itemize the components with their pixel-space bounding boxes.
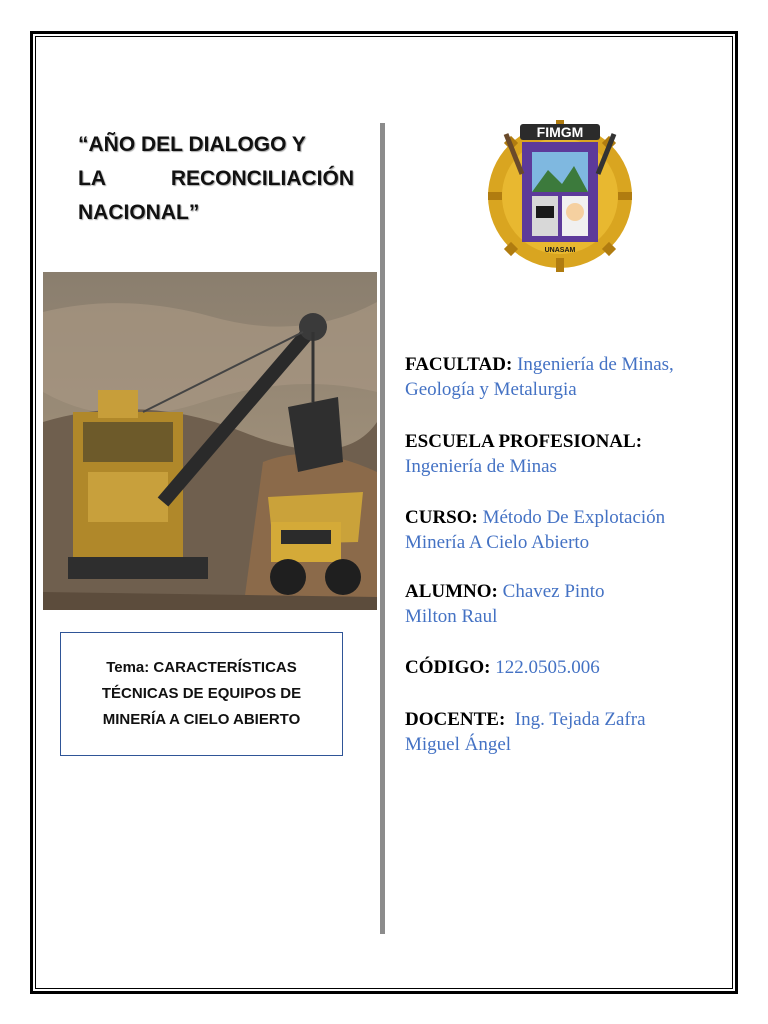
heading-line-2a: LA xyxy=(78,167,106,190)
field-value: Método De Explotación xyxy=(477,507,666,528)
fimgm-logo xyxy=(486,114,634,274)
mining-shovel-photo xyxy=(43,272,377,610)
field-codigo xyxy=(405,655,725,680)
field-label: FACULTAD: xyxy=(405,354,513,375)
field-docente xyxy=(405,707,725,757)
vertical-divider xyxy=(380,123,385,934)
field-value: Chavez Pinto xyxy=(497,581,605,602)
topic-box: Tema: CARACTERÍSTICAS TÉCNICAS DE EQUIPOS DE MINERÍA A CIELO ABIERTO xyxy=(60,632,343,756)
field-facultad xyxy=(405,352,725,402)
field-value-2: Minería A Cielo Abierto xyxy=(405,532,590,553)
field-curso xyxy=(405,505,725,555)
field-alumno xyxy=(405,579,725,629)
field-label: DOCENTE: xyxy=(405,709,506,730)
field-value-2: Geología y Metalurgia xyxy=(405,379,577,400)
field-label: ESCUELA PROFESIONAL: xyxy=(405,431,643,452)
logo-bottom-text: UNASAM xyxy=(544,247,576,254)
field-value-2: Miguel Ángel xyxy=(405,734,512,755)
field-label: CÓDIGO: xyxy=(405,657,491,678)
field-label: CURSO: xyxy=(405,507,478,528)
field-label: ALUMNO: xyxy=(405,581,498,602)
heading-line-1: “AÑO DEL DIALOGO Y xyxy=(78,133,306,156)
heading-line-2 xyxy=(78,162,354,196)
field-value-2: Milton Raul xyxy=(405,606,498,627)
field-value: Ing. Tejada Zafra xyxy=(505,709,646,730)
heading-line-3: NACIONAL” xyxy=(78,201,200,224)
cover-heading xyxy=(78,128,354,230)
field-value-2: Ingeniería de Minas xyxy=(405,456,557,477)
field-escuela xyxy=(405,429,725,479)
heading-line-2b: RECONCILIACIÓN xyxy=(170,167,354,190)
field-value: 122.0505.006 xyxy=(490,657,600,678)
field-value: Ingeniería de Minas, xyxy=(512,354,674,375)
logo-text: FIMGM xyxy=(536,124,584,140)
